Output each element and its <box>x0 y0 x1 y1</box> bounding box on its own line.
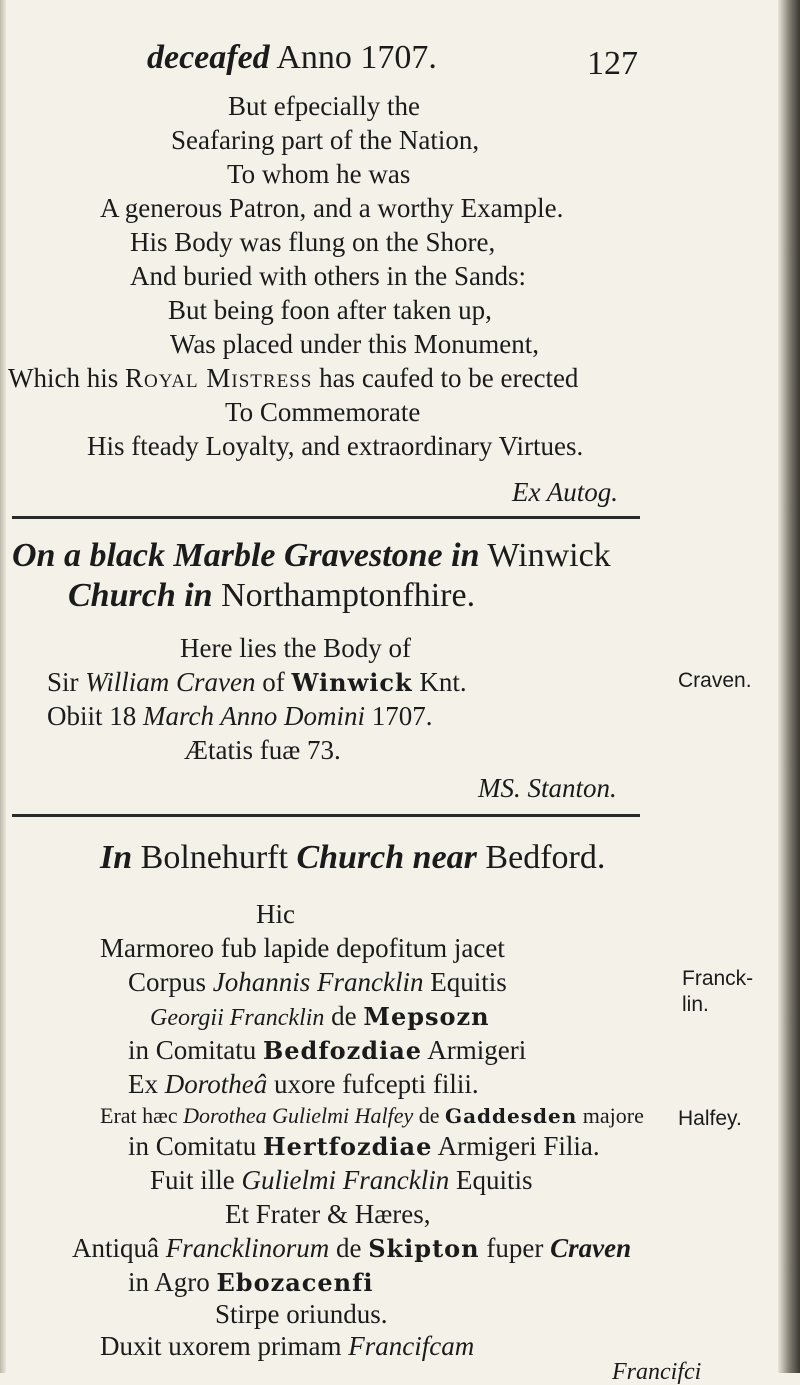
heading-place: Bolnehurft <box>140 839 288 876</box>
text-line <box>128 966 507 998</box>
text-span: de <box>335 1233 362 1263</box>
text-span: Armigeri <box>427 1035 527 1065</box>
text-italic: Georgii Francklin <box>150 1005 325 1031</box>
margin-note: lin. <box>682 993 709 1016</box>
text-line: His Body was flung on the Shore, <box>130 227 496 257</box>
text-span: of <box>262 667 285 697</box>
text-line <box>100 1330 474 1362</box>
text-span: majore <box>582 1103 644 1128</box>
text-span: Corpus <box>128 967 207 997</box>
margin-note: Halfey. <box>678 1107 742 1130</box>
royal-mistress-line <box>8 362 578 394</box>
text-span: in Comitatu <box>128 1035 257 1065</box>
heading-italic: In <box>100 839 133 876</box>
text-span: de <box>331 1001 357 1031</box>
text-line <box>150 1164 533 1196</box>
text-span: Erat hæc <box>100 1103 178 1128</box>
heading-place: Winwick <box>487 537 611 574</box>
heading-italic: Church near <box>296 839 477 876</box>
heading-italic: Church in <box>68 577 213 614</box>
text-line: And buried with others in the Sands: <box>130 261 526 291</box>
blackletter-text: Gaddesden <box>445 1104 578 1128</box>
running-header <box>147 38 437 78</box>
page-binding-edge <box>778 0 800 1373</box>
blackletter-text: Bedfozdiae <box>263 1036 423 1065</box>
heading-italic: On a black Marble Gravestone in <box>12 537 480 574</box>
text-span: Knt. <box>419 667 467 697</box>
heading-place: Northamptonfhire. <box>221 577 476 614</box>
text-span: Duxit uxorem primam <box>100 1331 342 1361</box>
blackletter-text: Mepsozn <box>363 1002 490 1031</box>
running-title: deceafed <box>147 39 270 76</box>
text-line: But being foon after taken up, <box>168 295 492 325</box>
text-line: Seafaring part of the Nation, <box>171 125 480 155</box>
name-italic: William Craven <box>85 667 256 697</box>
text-italic: Johannis Francklin <box>212 967 424 997</box>
section-heading <box>100 838 605 878</box>
source-note: MS. Stanton. <box>478 773 617 803</box>
text-span: Fuit ille <box>150 1165 235 1195</box>
text-span: Equitis <box>430 967 507 997</box>
text-line: A generous Patron, and a worthy Example. <box>100 193 564 223</box>
text-italic: Dorotheâ <box>164 1069 268 1099</box>
text-span: Obiit 18 <box>47 701 137 731</box>
text-line <box>128 1034 526 1067</box>
source-note: Ex Autog. <box>512 477 618 507</box>
blackletter-text: Winwick <box>291 668 413 697</box>
text-line <box>72 1232 631 1265</box>
text-span: in Agro <box>128 1267 210 1297</box>
blackletter-text: Hertfozdiae <box>263 1132 433 1161</box>
section-heading-cont <box>68 576 475 616</box>
text-span: Antiquâ <box>72 1233 159 1263</box>
text-italic: Craven <box>550 1233 632 1263</box>
text-span: Ex <box>128 1069 158 1099</box>
text-italic: March Anno Domini <box>143 701 366 731</box>
text-line: To whom he was <box>227 159 411 189</box>
text-line: But efpecially the <box>228 91 420 121</box>
text-line <box>128 1266 374 1299</box>
section-divider <box>12 516 640 519</box>
margin-note: Craven. <box>678 669 752 692</box>
heading-place: Bedford. <box>485 839 606 876</box>
running-anno: Anno 1707. <box>276 39 437 76</box>
text-line: Was placed under this Monument, <box>170 329 539 359</box>
text-span: Armigeri Filia. <box>437 1131 600 1161</box>
royal-mistress: Royal Mistress <box>124 363 313 393</box>
text-line: Marmoreo fub lapide depofitum jacet <box>100 933 505 963</box>
text-line <box>128 1130 600 1163</box>
text-line: To Commemorate <box>225 397 421 427</box>
text-span: Equitis <box>455 1165 533 1195</box>
margin-note: Franck- <box>682 967 754 990</box>
text-line: Et Frater & Hæres, <box>225 1199 431 1229</box>
text-span: Which his <box>8 363 119 393</box>
text-line: Here lies the Body of <box>180 633 411 663</box>
text-line <box>150 1000 490 1034</box>
page-left-edge <box>0 0 6 1373</box>
page-number: 127 <box>587 45 638 82</box>
blackletter-text: Ebozacenfi <box>216 1268 374 1297</box>
text-italic: Francifcam <box>348 1331 475 1361</box>
text-span: has caufed to be erected <box>319 363 579 393</box>
text-line: Hic <box>256 899 295 929</box>
text-line <box>100 1100 644 1132</box>
text-line <box>47 666 467 699</box>
section-divider <box>12 814 640 817</box>
text-italic: Dorothea Gulielmi Halfey <box>183 1103 414 1128</box>
text-span: Sir <box>47 667 79 697</box>
text-line: Ætatis fuæ 73. <box>184 735 341 765</box>
text-span: 1707. <box>371 701 433 731</box>
text-line: His fteady Loyalty, and extraordinary Virtues. <box>87 431 584 461</box>
text-line <box>47 700 433 732</box>
text-span: in Comitatu <box>128 1131 257 1161</box>
text-span: de <box>418 1103 440 1128</box>
text-italic: Gulielmi Francklin <box>241 1165 450 1195</box>
text-line <box>128 1068 479 1100</box>
blackletter-text: Skipton <box>368 1234 480 1263</box>
text-italic: Francklinorum <box>165 1233 330 1263</box>
text-line: Stirpe oriundus. <box>215 1299 388 1329</box>
text-span: uxore fufcepti filii. <box>274 1069 479 1099</box>
text-span: fuper <box>486 1233 544 1263</box>
section-heading <box>12 536 611 576</box>
catchword: Francifci <box>612 1359 702 1385</box>
